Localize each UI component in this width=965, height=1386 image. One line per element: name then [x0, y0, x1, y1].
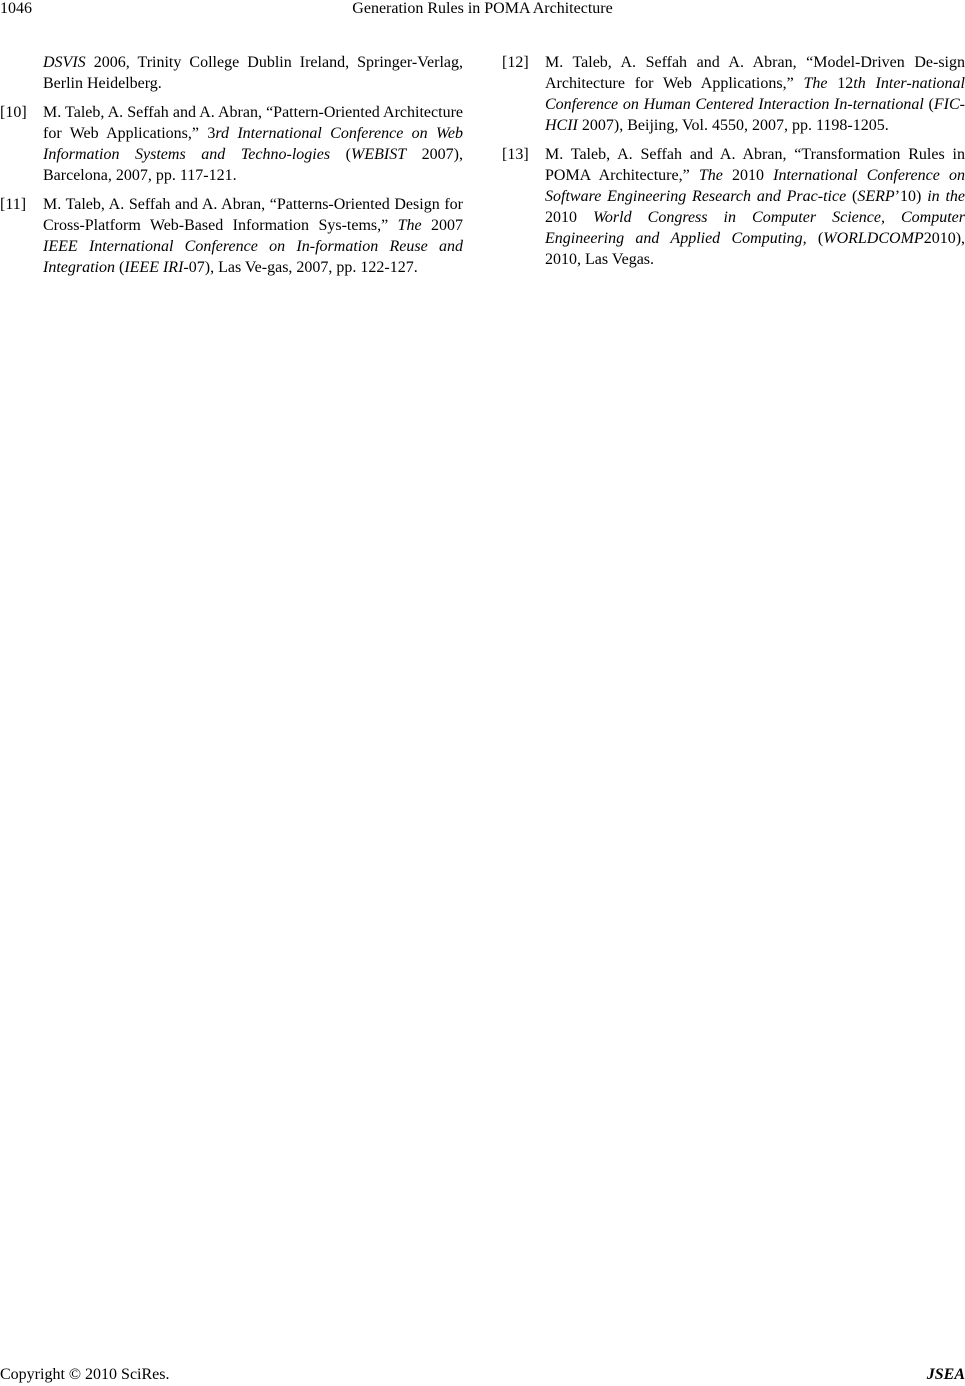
reference-text-segment: World Congress in Computer Science, Computer Engineering and Applied Computing,: [545, 209, 965, 247]
reference-entry: [502, 144, 965, 270]
reference-text-segment: IEEE International Conference on In-formation Reuse and Integration: [43, 238, 463, 276]
reference-text-segment: 2010: [545, 209, 594, 226]
left-column: [0, 52, 463, 286]
reference-text-segment: The: [698, 167, 723, 184]
reference-text-segment: ’10): [894, 188, 928, 205]
reference-text-segment: M. Taleb, A. Seffah and A. Abran, “Model-Driven De-sign Architecture for Web Applications,”: [545, 54, 965, 92]
page-number: 1046: [0, 0, 32, 17]
copyright-notice: Copyright © 2010 SciRes.: [0, 1366, 170, 1383]
reference-text-segment: M. Taleb, A. Seffah and A. Abran, “Patterns-Oriented Design for Cross-Platform Web-Based Information Sys-tems,”: [43, 196, 463, 234]
reference-text-segment: 2010: [722, 167, 774, 184]
reference-text-segment: -07), Las Ve-gas, 2007, pp. 122-127.: [183, 259, 418, 276]
reference-label: [13]: [502, 146, 529, 163]
reference-text-segment: 2007: [421, 217, 464, 234]
right-column: [502, 52, 965, 278]
running-title: Generation Rules in POMA Architecture: [352, 0, 613, 17]
reference-text-segment: FIC-HCII: [545, 96, 965, 134]
reference-label: [11]: [0, 196, 27, 213]
reference-text-segment: (: [115, 259, 125, 276]
reference-text-segment: (: [330, 146, 351, 163]
page-header: [0, 0, 965, 24]
reference-text-segment: International Conference on Software Engineering Research and Prac-tice: [545, 167, 965, 205]
reference-text-segment: (: [846, 188, 858, 205]
reference-text-segment: DSVIS: [43, 54, 86, 71]
reference-text-segment: (: [806, 230, 824, 247]
reference-text-segment: The: [397, 217, 422, 234]
reference-text-segment: 2010), 2010, Las Vegas.: [545, 230, 965, 268]
reference-text-segment: 2007), Beijing, Vol. 4550, 2007, pp. 1198-1205.: [577, 117, 889, 134]
reference-entry: [502, 52, 965, 136]
reference-text-segment: M. Taleb, A. Seffah and A. Abran, “Transformation Rules in POMA Architecture,”: [545, 146, 965, 184]
reference-text-segment: M. Taleb, A. Seffah and A. Abran, “Pattern-Oriented Architecture for Web Applications,” 3: [43, 104, 463, 142]
reference-text-segment: WEBIST: [350, 146, 407, 163]
reference-text-segment: th Inter-national Conference on Human Centered Interaction In-ternational: [545, 75, 965, 113]
reference-continuation: [0, 52, 463, 94]
reference-text-segment: in the: [927, 188, 965, 205]
reference-text-segment: The: [803, 75, 828, 92]
reference-label: [12]: [502, 54, 529, 71]
reference-text-segment: IEEE IRI: [124, 259, 184, 276]
reference-text-segment: (: [923, 96, 934, 113]
reference-text-segment: 12: [827, 75, 854, 92]
reference-text-segment: WORLDCOMP: [823, 230, 924, 247]
reference-text-segment: 2006, Trinity College Dublin Ireland, Springer-Verlag, Berlin Heidelberg.: [43, 54, 463, 92]
reference-text-segment: 2007), Barcelona, 2007, pp. 117-121.: [43, 146, 464, 184]
reference-text-segment: SERP: [857, 188, 895, 205]
reference-label: [10]: [0, 104, 27, 121]
reference-text-segment: rd International Conference on Web Information Systems and Techno-logies: [43, 125, 463, 163]
reference-entry: [0, 102, 463, 186]
reference-entry: [0, 194, 463, 278]
journal-abbreviation: JSEA: [926, 1366, 965, 1383]
